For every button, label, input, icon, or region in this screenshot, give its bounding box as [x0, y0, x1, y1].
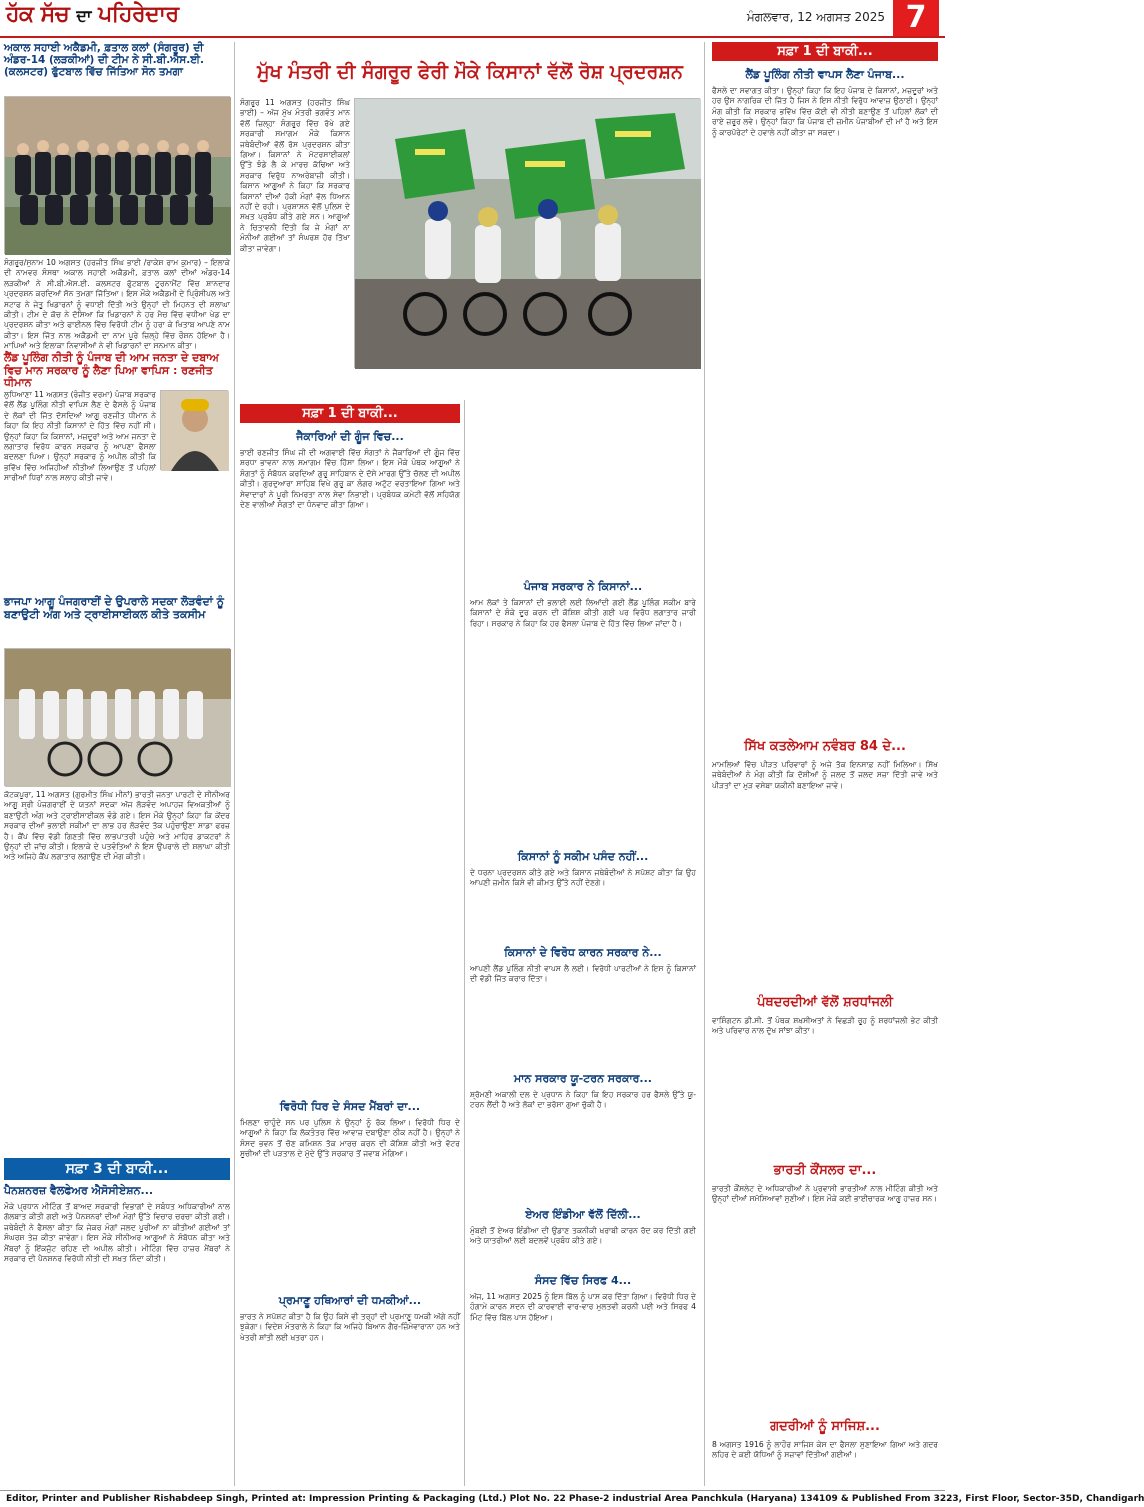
scheme-disliked-title: ਕਿਸਾਨਾਂ ਨੂੰ ਸਕੀਮ ਪਸੰਦ ਨਹੀਂ...	[517, 850, 649, 863]
bjp-headline: ਭਾਜਪਾ ਆਗੂ ਪੰਜਗਰਾਈਂ ਦੇ ਉਪਰਾਲੇ ਸਦਕਾ ਲੋੜਵੰਦਾਂ ਨੂੰ ਬਣਾਉਟੀ ਅੰਗ ਅਤੇ ਟ੍ਰਾਈਸਾਈਕਲ ਕੀਤੇ ਤਕਸੀਮ	[4, 595, 224, 621]
bjp-body: ਕੋਟਕਪੂਰਾ, 11 ਅਗਸਤ (ਗੁਰਮੀਤ ਸਿੰਘ ਮੀਨਾਂ) ਭਾਰਤੀ ਜਨਤਾ ਪਾਰਟੀ ਦੇ ਸੀਨੀਅਰ ਆਗੂ ਸ਼੍ਰੀ ਪੰਜਗਰਾਈਂ ਦੇ ਯਤਨਾਂ ਸਦਕਾ ਅੱਜ ਲੋੜਵੰਦ ਅਪਾਹਜ ਵਿਅਕਤੀਆਂ ਨੂੰ ਬਣਾਉਟੀ ਅੰਗ ਅਤੇ ਟ੍ਰਾਈਸਾਈਕਲ ਵੰਡੇ ਗਏ। ਇਸ ਮੌਕੇ ਉਨ੍ਹਾਂ ਕਿਹਾ ਕਿ ਕੇਂਦਰ ਸਰਕਾਰ ਦੀਆਂ ਭਲਾਈ ਸਕੀਮਾਂ ਦਾ ਲਾਭ ਹਰ ਲੋੜਵੰਦ ਤੱਕ ਪਹੁੰਚਾਉਣਾ ਸਾਡਾ ਫਰਜ਼ ਹੈ। ਕੈਂਪ ਵਿੱਚ ਵੱਡੀ ਗਿਣਤੀ ਵਿੱਚ ਲਾਭਪਾਤਰੀ ਪਹੁੰਚੇ ਅਤੇ ਮਾਹਿਰ ਡਾਕਟਰਾਂ ਨੇ ਉਨ੍ਹਾਂ ਦੀ ਜਾਂਚ ਕੀਤੀ। ਇਲਾਕੇ ਦੇ ਪਤਵੰਤਿਆਂ ਨੇ ਇਸ ਉਪਰਾਲੇ ਦੀ ਸ਼ਲਾਘਾ ਕੀਤੀ ਅਤੇ ਅਜਿਹੇ ਕੈਂਪ ਲਗਾਤਾਰ ਲਗਾਉਣ ਦੀ ਮੰਗ ਕੀਤੀ।	[4, 790, 230, 862]
jaikare-body: ਭਾਈ ਰਣਜੀਤ ਸਿੰਘ ਜੀ ਦੀ ਅਗਵਾਈ ਵਿੱਚ ਸੰਗਤਾਂ ਨੇ ਜੈਕਾਰਿਆਂ ਦੀ ਗੂੰਜ ਵਿੱਚ ਸ਼ਰਧਾ ਭਾਵਨਾ ਨਾਲ ਸਮਾਗਮ ਵਿੱਚ ਹਿੱਸਾ ਲਿਆ। ਇਸ ਮੌਕੇ ਪੰਥਕ ਆਗੂਆਂ ਨੇ ਸੰਗਤਾਂ ਨੂੰ ਸੰਬੋਧਨ ਕਰਦਿਆਂ ਗੁਰੂ ਸਾਹਿਬਾਨ ਦੇ ਦੱਸੇ ਮਾਰਗ ਉੱਤੇ ਚੱਲਣ ਦੀ ਅਪੀਲ ਕੀਤੀ। ਗੁਰਦੁਆਰਾ ਸਾਹਿਬ ਵਿਖੇ ਗੁਰੂ ਕਾ ਲੰਗਰ ਅਟੁੱਟ ਵਰਤਾਇਆ ਗਿਆ ਅਤੇ ਸੇਵਾਦਾਰਾਂ ਨੇ ਪੂਰੀ ਨਿਮਰਤਾ ਨਾਲ ਸੇਵਾ ਨਿਭਾਈ। ਪ੍ਰਬੰਧਕ ਕਮੇਟੀ ਵੱਲੋਂ ਸਹਿਯੋਗ ਦੇਣ ਵਾਲੀਆਂ ਸੰਗਤਾਂ ਦਾ ਧੰਨਵਾਦ ਕੀਤਾ ਗਿਆ।	[240, 448, 460, 510]
column-divider	[704, 42, 705, 1486]
land-policy-body: ਲੁਧਿਆਣਾ 11 ਅਗਸਤ (ਰੰਜੀਤ ਵਰਮਾ) ਪੰਜਾਬ ਸਰਕਾਰ ਵੱਲੋਂ ਲੈਂਡ ਪੂਲਿੰਗ ਨੀਤੀ ਵਾਪਿਸ ਲੈਣ ਦੇ ਫੈਸਲੇ ਨੂੰ ਪੰਜਾਬ ਦੇ ਲੋਕਾਂ ਦੀ ਜਿੱਤ ਦੱਸਦਿਆਂ ਆਗੂ ਰਣਜੀਤ ਧੀਮਾਨ ਨੇ ਕਿਹਾ ਕਿ ਇਹ ਨੀਤੀ ਕਿਸਾਨਾਂ ਦੇ ਹਿੱਤ ਵਿੱਚ ਨਹੀਂ ਸੀ। ਉਨ੍ਹਾਂ ਕਿਹਾ ਕਿ ਕਿਸਾਨਾਂ, ਮਜ਼ਦੂਰਾਂ ਅਤੇ ਆਮ ਜਨਤਾ ਦੇ ਲਗਾਤਾਰ ਵਿਰੋਧ ਕਾਰਨ ਸਰਕਾਰ ਨੂੰ ਆਪਣਾ ਫੈਸਲਾ ਬਦਲਣਾ ਪਿਆ। ਉਨ੍ਹਾਂ ਸਰਕਾਰ ਨੂੰ ਅਪੀਲ ਕੀਤੀ ਕਿ ਭਵਿੱਖ ਵਿੱਚ ਅਜਿਹੀਆਂ ਨੀਤੀਆਂ ਲਿਆਉਣ ਤੋਂ ਪਹਿਲਾਂ ਸਾਰੀਆਂ ਧਿਰਾਂ ਨਾਲ ਸਲਾਹ ਕੀਤੀ ਜਾਵੇ।	[4, 390, 156, 483]
ranjit-dhiman-photo	[160, 390, 228, 470]
column-divider	[234, 42, 235, 1486]
sikh-massacre-body: ਮਾਮਲਿਆਂ ਵਿੱਚ ਪੀੜਤ ਪਰਿਵਾਰਾਂ ਨੂੰ ਅਜੇ ਤੱਕ ਇਨਸਾਫ਼ ਨਹੀਂ ਮਿਲਿਆ। ਸਿੱਖ ਜਥੇਬੰਦੀਆਂ ਨੇ ਮੰਗ ਕੀਤੀ ਕਿ ਦੋਸ਼ੀਆਂ ਨੂੰ ਜਲਦ ਤੋਂ ਜਲਦ ਸਜ਼ਾ ਦਿੱਤੀ ਜਾਵੇ ਅਤੇ ਪੀੜਤਾਂ ਦਾ ਮੁੜ ਵਸੇਬਾ ਯਕੀਨੀ ਬਣਾਇਆ ਜਾਵੇ।	[712, 760, 938, 790]
jaikare-title: ਜੈਕਾਰਿਆਂ ਦੀ ਗੂੰਜ ਵਿਚ...	[296, 430, 404, 443]
academy-body: ਸੰਗਰੂਰ/ਸੁਨਾਮ 10 ਅਗਸਤ (ਹਰਜੀਤ ਸਿੰਘ ਭਾਈ /ਰਾਕੇਸ਼ ਰਾਮ ਕੁਮਾਰ) – ਇਲਾਕੇ ਦੀ ਨਾਮਵਰ ਸੰਸਥਾ ਅਕਾਲ ਸਹਾਈ ਅਕੈਡਮੀ, ਫ਼ਤਾਲ ਕਲਾਂ ਦੀਆਂ ਅੰਡਰ-14 ਲੜਕੀਆਂ ਨੇ ਸੀ.ਬੀ.ਐਸ.ਈ. ਕਲਸਟਰ ਫੁੱਟਬਾਲ ਟੂਰਨਾਮੈਂਟ ਵਿੱਚ ਸ਼ਾਨਦਾਰ ਪ੍ਰਦਰਸ਼ਨ ਕਰਦਿਆਂ ਸੋਨ ਤਮਗਾ ਜਿੱਤਿਆ। ਇਸ ਮੌਕੇ ਅਕੈਡਮੀ ਦੇ ਪ੍ਰਿੰਸੀਪਲ ਅਤੇ ਸਟਾਫ ਨੇ ਜੇਤੂ ਖਿਡਾਰਨਾਂ ਨੂੰ ਵਧਾਈ ਦਿੱਤੀ ਅਤੇ ਉਨ੍ਹਾਂ ਦੀ ਮਿਹਨਤ ਦੀ ਸ਼ਲਾਘਾ ਕੀਤੀ। ਟੀਮ ਦੇ ਕੋਚ ਨੇ ਦੱਸਿਆ ਕਿ ਖਿਡਾਰਨਾਂ ਨੇ ਹਰ ਮੈਚ ਵਿੱਚ ਵਧੀਆ ਖੇਡ ਦਾ ਪ੍ਰਦਰਸ਼ਨ ਕੀਤਾ ਅਤੇ ਫਾਈਨਲ ਵਿੱਚ ਵਿਰੋਧੀ ਟੀਮ ਨੂੰ ਹਰਾ ਕੇ ਖਿਤਾਬ ਆਪਣੇ ਨਾਮ ਕੀਤਾ। ਇਸ ਜਿੱਤ ਨਾਲ ਅਕੈਡਮੀ ਦਾ ਨਾਮ ਪੂਰੇ ਜ਼ਿਲ੍ਹੇ ਵਿੱਚ ਰੌਸ਼ਨ ਹੋਇਆ ਹੈ। ਮਾਪਿਆਂ ਅਤੇ ਇਲਾਕਾ ਨਿਵਾਸੀਆਂ ਨੇ ਵੀ ਖਿਡਾਰਨਾਂ ਦਾ ਸਨਮਾਨ ਕੀਤਾ।	[4, 258, 230, 351]
parliament-bill-body: ਅੱਜ, 11 ਅਗਸਤ 2025 ਨੂੰ ਇਸ ਬਿੱਲ ਨੂੰ ਪਾਸ ਕਰ ਦਿੱਤਾ ਗਿਆ। ਵਿਰੋਧੀ ਧਿਰ ਦੇ ਹੰਗਾਮੇ ਕਾਰਨ ਸਦਨ ਦੀ ਕਾਰਵਾਈ ਵਾਰ-ਵਾਰ ਮੁਲਤਵੀ ਕਰਨੀ ਪਈ ਅਤੇ ਸਿਰਫ 4 ਮਿੰਟ ਵਿੱਚ ਬਿੱਲ ਪਾਸ ਹੋਇਆ।	[470, 1292, 696, 1322]
indian-consulate-title: ਭਾਰਤੀ ਕੌਂਸਲਰ ਦਾ...	[773, 1163, 877, 1178]
pensioners-body: ਮੌਕੇ ਪ੍ਰਧਾਨ ਮੀਟਿੰਗ ਤੋਂ ਬਾਅਦ ਸਰਕਾਰੀ ਵਿਭਾਗਾਂ ਦੇ ਸਬੰਧਤ ਅਧਿਕਾਰੀਆਂ ਨਾਲ ਗੱਲਬਾਤ ਕੀਤੀ ਗਈ ਅਤੇ ਪੈਨਸ਼ਨਰਾਂ ਦੀਆਂ ਮੰਗਾਂ ਉੱਤੇ ਵਿਚਾਰ ਚਰਚਾ ਕੀਤੀ ਗਈ। ਜਥੇਬੰਦੀ ਨੇ ਫੈਸਲਾ ਕੀਤਾ ਕਿ ਜੇਕਰ ਮੰਗਾਂ ਜਲਦ ਪੂਰੀਆਂ ਨਾ ਕੀਤੀਆਂ ਗਈਆਂ ਤਾਂ ਸੰਘਰਸ਼ ਤੇਜ਼ ਕੀਤਾ ਜਾਵੇਗਾ। ਇਸ ਮੌਕੇ ਸੀਨੀਅਰ ਆਗੂਆਂ ਨੇ ਸੰਬੋਧਨ ਕੀਤਾ ਅਤੇ ਮੈਂਬਰਾਂ ਨੂੰ ਇੱਕਜੁੱਟ ਰਹਿਣ ਦੀ ਅਪੀਲ ਕੀਤੀ। ਮੀਟਿੰਗ ਵਿੱਚ ਹਾਜ਼ਰ ਮੈਂਬਰਾਂ ਨੇ ਸਰਕਾਰ ਦੀ ਪੈਨਸ਼ਨਰ ਵਿਰੋਧੀ ਨੀਤੀ ਦੀ ਸਖ਼ਤ ਨਿੰਦਾ ਕੀਤੀ।	[4, 1202, 230, 1264]
punjab-govt-body: ਆਮ ਲੋਕਾਂ ਤੇ ਕਿਸਾਨਾਂ ਦੀ ਭਲਾਈ ਲਈ ਲਿਆਂਦੀ ਗਈ ਲੈਂਡ ਪੂਲਿੰਗ ਸਕੀਮ ਬਾਰੇ ਕਿਸਾਨਾਂ ਦੇ ਸ਼ੰਕੇ ਦੂਰ ਕਰਨ ਦੀ ਕੋਸ਼ਿਸ਼ ਕੀਤੀ ਗਈ ਪਰ ਵਿਰੋਧ ਲਗਾਤਾਰ ਜਾਰੀ ਰਿਹਾ। ਸਰਕਾਰ ਨੇ ਕਿਹਾ ਕਿ ਹਰ ਫੈਸਲਾ ਪੰਜਾਬ ਦੇ ਹਿੱਤ ਵਿੱਚ ਲਿਆ ਜਾਂਦਾ ਹੈ।	[470, 598, 696, 628]
air-india-title: ਏਅਰ ਇੰਡੀਆ ਵੱਲੋਂ ਦਿੱਲੀ...	[525, 1208, 641, 1221]
middle-continuation-banner: ਸਫ਼ਾ 1 ਦੀ ਬਾਕੀ...	[240, 404, 460, 423]
academy-headline: ਅਕਾਲ ਸਹਾਈ ਅਕੈਡਮੀ, ਫ਼ਤਾਲ ਕਲਾਂ (ਸੰਗਰੂਰ) ਦੀ ਅੰਡਰ-14 (ਲੜਕੀਆਂ) ਦੀ ਟੀਮ ਨੇ ਸੀ.ਬੀ.ਐਸ.ਈ. (ਕਲਸਟਰ) ਫੁੱਟਬਾਲ ਵਿੱਚ ਜਿੱਤਿਆ ਸੋਨ ਤਮਗਾ	[4, 42, 204, 79]
indian-consulate-body: ਭਾਰਤੀ ਕੌਂਸਲੇਟ ਦੇ ਅਧਿਕਾਰੀਆਂ ਨੇ ਪ੍ਰਵਾਸੀ ਭਾਰਤੀਆਂ ਨਾਲ ਮੀਟਿੰਗ ਕੀਤੀ ਅਤੇ ਉਨ੍ਹਾਂ ਦੀਆਂ ਸਮੱਸਿਆਵਾਂ ਸੁਣੀਆਂ। ਇਸ ਮੌਕੇ ਕਈ ਭਾਈਚਾਰਕ ਆਗੂ ਹਾਜ਼ਰ ਸਨ।	[712, 1184, 938, 1204]
ghadar-conspiracy-title: ਗਦਰੀਆਂ ਨੂੰ ਸਾਜਿਸ਼...	[770, 1419, 880, 1434]
tribute-body: ਵਾਸ਼ਿੰਗਟਨ ਡੀ.ਸੀ. ਤੋਂ ਪੰਥਕ ਸ਼ਖ਼ਸੀਅਤਾਂ ਨੇ ਵਿਛੜੀ ਰੂਹ ਨੂੰ ਸ਼ਰਧਾਂਜਲੀ ਭੇਟ ਕੀਤੀ ਅਤੇ ਪਰਿਵਾਰ ਨਾਲ ਦੁੱਖ ਸਾਂਝਾ ਕੀਤਾ।	[712, 1016, 938, 1036]
land-policy-headline: ਲੈਂਡ ਪੂਲਿੰਗ ਨੀਤੀ ਨੂੰ ਪੰਜਾਬ ਦੀ ਆਮ ਜਨਤਾ ਦੇ ਦਬਾਅ ਵਿਚ ਮਾਨ ਸਰਕਾਰ ਨੂੰ ਲੈਣਾ ਪਿਆ ਵਾਪਿਸ : ਰਣਜੀਤ ਧੀਮਾਨ	[4, 351, 219, 390]
farmers-protest-photo	[354, 98, 700, 368]
dateline: ਮੰਗਲਵਾਰ, 12 ਅਗਸਤ 2025	[746, 10, 885, 24]
column-divider	[464, 400, 465, 1486]
football-team-photo	[4, 96, 230, 254]
nuclear-threat-body: ਭਾਰਤ ਨੇ ਸਪੱਸ਼ਟ ਕੀਤਾ ਹੈ ਕਿ ਉਹ ਕਿਸੇ ਵੀ ਤਰ੍ਹਾਂ ਦੀ ਪ੍ਰਮਾਣੂ ਧਮਕੀ ਅੱਗੇ ਨਹੀਂ ਝੁਕੇਗਾ। ਵਿਦੇਸ਼ ਮੰਤਰਾਲੇ ਨੇ ਕਿਹਾ ਕਿ ਅਜਿਹੇ ਬਿਆਨ ਗੈਰ-ਜ਼ਿੰਮੇਵਾਰਾਨਾ ਹਨ ਅਤੇ ਖੇਤਰੀ ਸ਼ਾਂਤੀ ਲਈ ਖ਼ਤਰਾ ਹਨ।	[240, 1312, 460, 1342]
air-india-body: ਮੁੰਬਈ ਤੋਂ ਏਅਰ ਇੰਡੀਆ ਦੀ ਉਡਾਣ ਤਕਨੀਕੀ ਖ਼ਰਾਬੀ ਕਾਰਨ ਰੱਦ ਕਰ ਦਿੱਤੀ ਗਈ ਅਤੇ ਯਾਤਰੀਆਂ ਲਈ ਬਦਲਵੇਂ ਪ੍ਰਬੰਧ ਕੀਤੇ ਗਏ।	[470, 1226, 696, 1246]
lead-body: ਸੰਗਰੂਰ 11 ਅਗਸਤ (ਹਰਜੀਤ ਸਿੰਘ ਭਾਈ) – ਅੱਜ ਮੁੱਖ ਮੰਤਰੀ ਭਗਵੰਤ ਮਾਨ ਵੱਲੋਂ ਜ਼ਿਲ੍ਹਾ ਸੰਗਰੂਰ ਵਿੱਚ ਰੱਖੇ ਗਏ ਸਰਕਾਰੀ ਸਮਾਗਮ ਮੌਕੇ ਕਿਸਾਨ ਜਥੇਬੰਦੀਆਂ ਵੱਲੋਂ ਰੋਸ ਪ੍ਰਦਰਸ਼ਨ ਕੀਤਾ ਗਿਆ। ਕਿਸਾਨਾਂ ਨੇ ਮੋਟਰਸਾਈਕਲਾਂ ਉੱਤੇ ਝੰਡੇ ਲੈ ਕੇ ਮਾਰਚ ਕੱਢਿਆ ਅਤੇ ਸਰਕਾਰ ਵਿਰੁੱਧ ਨਾਅਰੇਬਾਜ਼ੀ ਕੀਤੀ। ਕਿਸਾਨ ਆਗੂਆਂ ਨੇ ਕਿਹਾ ਕਿ ਸਰਕਾਰ ਕਿਸਾਨਾਂ ਦੀਆਂ ਹੱਕੀ ਮੰਗਾਂ ਵੱਲ ਧਿਆਨ ਨਹੀਂ ਦੇ ਰਹੀ। ਪ੍ਰਸ਼ਾਸਨ ਵੱਲੋਂ ਪੁਲਿਸ ਦੇ ਸਖ਼ਤ ਪ੍ਰਬੰਧ ਕੀਤੇ ਗਏ ਸਨ। ਆਗੂਆਂ ਨੇ ਚਿਤਾਵਨੀ ਦਿੱਤੀ ਕਿ ਜੇ ਮੰਗਾਂ ਨਾ ਮੰਨੀਆਂ ਗਈਆਂ ਤਾਂ ਸੰਘਰਸ਼ ਹੋਰ ਤਿੱਖਾ ਕੀਤਾ ਜਾਵੇਗਾ।	[240, 98, 350, 253]
masthead	[0, 0, 945, 36]
pensioners-headline: ਪੈਨਸ਼ਨਰਜ਼ ਵੈਲਫੇਅਰ ਐਸੋਸੀਏਸ਼ਨ...	[4, 1184, 154, 1197]
publisher-footer: Editor, Printer and Publisher Rishabdeep Singh, Printed at: Impression Printing & Packaging (Ltd.) Plot No. 22 Phase-2 industrial Area Panchkula (Haryana) 134109 & Published From 3223, First Floor, Sector-35D, Chandigarh	[0, 1490, 945, 1507]
land-pooling-title: ਲੈਂਡ ਪੂਲਿੰਗ ਨੀਤੀ ਵਾਪਸ ਲੈਣਾ ਪੰਜਾਬ...	[745, 68, 905, 81]
punjab-govt-title: ਪੰਜਾਬ ਸਰਕਾਰ ਨੇ ਕਿਸਾਨਾਂ...	[523, 580, 643, 593]
masthead-rule	[0, 36, 945, 38]
uturn-govt-title: ਮਾਨ ਸਰਕਾਰ ਯੂ-ਟਰਨ ਸਰਕਾਰ...	[514, 1072, 652, 1085]
opposition-mps-body: ਮਿਲਣਾ ਚਾਹੁੰਦੇ ਸਨ ਪਰ ਪੁਲਿਸ ਨੇ ਉਨ੍ਹਾਂ ਨੂੰ ਰੋਕ ਲਿਆ। ਵਿਰੋਧੀ ਧਿਰ ਦੇ ਆਗੂਆਂ ਨੇ ਕਿਹਾ ਕਿ ਲੋਕਤੰਤਰ ਵਿੱਚ ਆਵਾਜ਼ ਦਬਾਉਣਾ ਠੀਕ ਨਹੀਂ ਹੈ। ਉਨ੍ਹਾਂ ਨੇ ਸੰਸਦ ਭਵਨ ਤੋਂ ਚੋਣ ਕਮਿਸ਼ਨ ਤੱਕ ਮਾਰਚ ਕਰਨ ਦੀ ਕੋਸ਼ਿਸ਼ ਕੀਤੀ ਅਤੇ ਵੋਟਰ ਸੂਚੀਆਂ ਦੀ ਪੜਤਾਲ ਦੇ ਮੁੱਦੇ ਉੱਤੇ ਸਰਕਾਰ ਤੋਂ ਜਵਾਬ ਮੰਗਿਆ।	[240, 1118, 460, 1159]
parliament-bill-title: ਸੰਸਦ ਵਿੱਚ ਸਿਰਫ 4...	[534, 1274, 632, 1287]
farmers-protest-cause-title: ਕਿਸਾਨਾਂ ਦੇ ਵਿਰੋਧ ਕਾਰਨ ਸਰਕਾਰ ਨੇ...	[504, 946, 662, 959]
nuclear-threat-title: ਪ੍ਰਮਾਣੂ ਹਥਿਆਰਾਂ ਦੀ ਧਮਕੀਆਂ...	[278, 1294, 422, 1307]
lead-headline: ਮੁੱਖ ਮੰਤਰੀ ਦੀ ਸੰਗਰੂਰ ਫੇਰੀ ਮੌਕੇ ਕਿਸਾਨਾਂ ਵੱਲੋਂ ਰੋਸ਼ ਪ੍ਰਦਰਸ਼ਨ	[257, 61, 683, 83]
opposition-mps-title: ਵਿਰੋਧੀ ਧਿਰ ਦੇ ਸੰਸਦ ਮੈਂਬਰਾਂ ਦਾ...	[279, 1100, 421, 1113]
sikh-massacre-title: ਸਿੱਖ ਕਤਲੇਆਮ ਨਵੰਬਰ 84 ਦੇ...	[744, 739, 906, 754]
farmers-protest-cause-body: ਆਪਣੀ ਲੈਂਡ ਪੂਲਿੰਗ ਨੀਤੀ ਵਾਪਸ ਲੈ ਲਈ। ਵਿਰੋਧੀ ਪਾਰਟੀਆਂ ਨੇ ਇਸ ਨੂੰ ਕਿਸਾਨਾਂ ਦੀ ਵੱਡੀ ਜਿੱਤ ਕਰਾਰ ਦਿੱਤਾ।	[470, 964, 696, 984]
left-continuation-banner: ਸਫ਼ਾ 3 ਦੀ ਬਾਕੀ...	[4, 1158, 230, 1180]
bjp-event-photo	[4, 648, 230, 786]
right-continuation-banner: ਸਫ਼ਾ 1 ਦੀ ਬਾਕੀ...	[712, 42, 938, 61]
page-number: 7	[893, 0, 939, 36]
newspaper-logo: ਹੱਕ ਸੱਚ ਦਾ ਪਹਿਰੇਦਾਰ	[6, 2, 179, 27]
scheme-disliked-body: ਦੇ ਧਰਨਾ ਪ੍ਰਦਰਸ਼ਨ ਕੀਤੇ ਗਏ ਅਤੇ ਕਿਸਾਨ ਜਥੇਬੰਦੀਆਂ ਨੇ ਸਪੱਸ਼ਟ ਕੀਤਾ ਕਿ ਉਹ ਆਪਣੀ ਜ਼ਮੀਨ ਕਿਸੇ ਵੀ ਕੀਮਤ ਉੱਤੇ ਨਹੀਂ ਦੇਣਗੇ।	[470, 868, 696, 888]
uturn-govt-body: ਸ਼੍ਰੋਮਣੀ ਅਕਾਲੀ ਦਲ ਦੇ ਪ੍ਰਧਾਨ ਨੇ ਕਿਹਾ ਕਿ ਇਹ ਸਰਕਾਰ ਹਰ ਫੈਸਲੇ ਉੱਤੇ ਯੂ-ਟਰਨ ਲੈਂਦੀ ਹੈ ਅਤੇ ਲੋਕਾਂ ਦਾ ਭਰੋਸਾ ਗੁਆ ਚੁੱਕੀ ਹੈ।	[470, 1090, 696, 1110]
land-pooling-body: ਫੈਸਲੇ ਦਾ ਸਵਾਗਤ ਕੀਤਾ। ਉਨ੍ਹਾਂ ਕਿਹਾ ਕਿ ਇਹ ਪੰਜਾਬ ਦੇ ਕਿਸਾਨਾਂ, ਮਜ਼ਦੂਰਾਂ ਅਤੇ ਹਰ ਉਸ ਨਾਗਰਿਕ ਦੀ ਜਿੱਤ ਹੈ ਜਿਸ ਨੇ ਇਸ ਨੀਤੀ ਵਿਰੁੱਧ ਆਵਾਜ਼ ਉਠਾਈ। ਉਨ੍ਹਾਂ ਮੰਗ ਕੀਤੀ ਕਿ ਸਰਕਾਰ ਭਵਿੱਖ ਵਿੱਚ ਕੋਈ ਵੀ ਨੀਤੀ ਬਣਾਉਣ ਤੋਂ ਪਹਿਲਾਂ ਲੋਕਾਂ ਦੀ ਰਾਏ ਜ਼ਰੂਰ ਲਵੇ। ਉਨ੍ਹਾਂ ਕਿਹਾ ਕਿ ਪੰਜਾਬ ਦੀ ਜ਼ਮੀਨ ਪੰਜਾਬੀਆਂ ਦੀ ਮਾਂ ਹੈ ਅਤੇ ਇਸ ਨੂੰ ਕਾਰਪੋਰੇਟਾਂ ਦੇ ਹਵਾਲੇ ਨਹੀਂ ਕੀਤਾ ਜਾ ਸਕਦਾ।	[712, 86, 938, 137]
tribute-title: ਪੰਥਦਰਦੀਆਂ ਵੱਲੋਂ ਸ਼ਰਧਾਂਜਲੀ	[757, 995, 893, 1010]
ghadar-conspiracy-body: 8 ਅਗਸਤ 1916 ਨੂੰ ਲਾਹੌਰ ਸਾਜਿਸ਼ ਕੇਸ ਦਾ ਫੈਸਲਾ ਸੁਣਾਇਆ ਗਿਆ ਅਤੇ ਗਦਰ ਲਹਿਰ ਦੇ ਕਈ ਯੋਧਿਆਂ ਨੂੰ ਸਜ਼ਾਵਾਂ ਦਿੱਤੀਆਂ ਗਈਆਂ।	[712, 1440, 938, 1460]
